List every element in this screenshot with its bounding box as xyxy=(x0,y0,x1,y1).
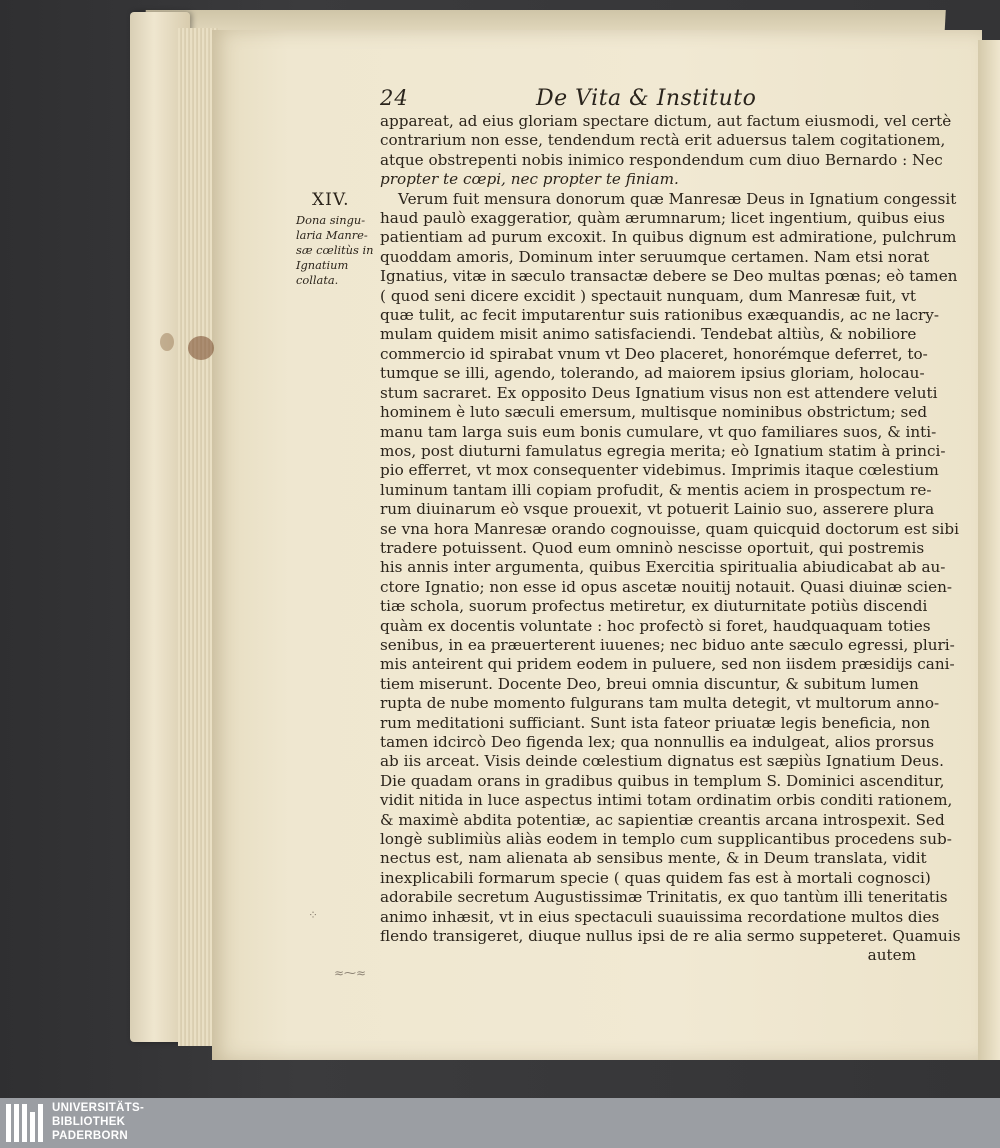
margin-note-line: laria Manre- xyxy=(296,228,368,242)
text-line: tiæ schola, suorum profectus metiretur, ex diuturnitate potiùs discendi xyxy=(380,597,928,616)
text-line: vidit nitida in luce aspectus intimi totam ordinatim orbis conditi rationem, xyxy=(380,791,953,810)
page-number: 24 xyxy=(380,86,409,110)
text-line: mulam quidem misit animo satisfaciendi. Tendebat altiùs, & nobiliore xyxy=(380,325,917,344)
text-line: his annis inter argumenta, quibus Exercitia spiritualia abiudicabat ab au- xyxy=(380,558,946,577)
margin-note-line: collata. xyxy=(296,273,339,287)
logo-text-line: PADERBORN xyxy=(52,1130,128,1142)
text-line: mis anteirent qui pridem eodem in puluere, sed non iisdem præsidijs cani- xyxy=(380,655,955,674)
text-line: stum sacraret. Ex opposito Deus Ignatium visus non est attendere veluti xyxy=(380,383,938,402)
text-line: contrarium non esse, tendendum rectà erit aduersus talem cogitationem, xyxy=(380,131,946,150)
logo-text-line: UNIVERSITÄTS- xyxy=(52,1102,145,1114)
ink-smudge: ⁘ xyxy=(308,908,319,922)
library-footer-bar xyxy=(0,1098,1000,1148)
text-line: & maximè abdita potentiæ, ac sapientiæ creantis arcana introspexit. Sed xyxy=(380,810,945,829)
text-line: inexplicabili formarum specie ( quas quidem fas est à mortali cognosci) xyxy=(380,868,931,887)
stain-spot xyxy=(188,336,214,360)
text-line: luminum tantam illi copiam profudit, & mentis aciem in prospectum re- xyxy=(380,480,932,499)
text-line: haud paulò exaggeratior, quàm ærumnarum; licet ingentium, quibus eius xyxy=(380,209,945,228)
page-header xyxy=(380,86,920,114)
text-line: senibus, in ea præuerterent iuuenes; nec biduo ante sæculo egressi, pluri- xyxy=(380,635,955,654)
ink-smudge: ≈⁓≈ xyxy=(334,966,367,980)
text-line: tradere potuissent. Quod eum omninò nescisse oportuit, qui postremis xyxy=(380,538,925,557)
text-line: appareat, ad eius gloriam spectare dictum, aut factum eiusmodi, vel certè xyxy=(380,112,952,130)
text-line: adorabile secretum Augustissimæ Trinitatis, ex quo tantùm illi teneritatis xyxy=(380,888,948,907)
body-text xyxy=(380,112,961,966)
logo-text-line: BIBLIOTHEK xyxy=(52,1116,126,1128)
margin-note xyxy=(296,213,380,288)
stain-spot xyxy=(160,333,174,351)
text-line: ctore Ignatio; non esse id opus ascetæ nouitij notauit. Quasi diuinæ scien- xyxy=(380,577,953,596)
text-line: hominem è luto sæculi emersum, multisque nominibus obstrictum; sed xyxy=(380,403,928,422)
margin-note-line: Dona singu- xyxy=(296,213,366,227)
text-line: ab iis arceat. Visis deinde cœlestium dignatus est sæpiùs Ignatium Deus. xyxy=(380,752,944,771)
margin-note-line: sæ cœlitùs in xyxy=(296,243,374,257)
text-line: quoddam amoris, Dominum inter seruumque certamen. Nam etsi norat xyxy=(380,247,930,266)
text-line: nectus est, nam alienata ab sensibus mente, & in Deum translata, vidit xyxy=(380,849,927,868)
text-line: rupta de nube momento fulgurans tam multa detegit, vt multorum anno- xyxy=(380,694,940,713)
library-logo-icon xyxy=(6,1104,46,1142)
section-numeral: XIV. xyxy=(312,190,350,210)
text-line: atque obstrepenti nobis inimico respondendum cum diuo Bernardo : Nec xyxy=(380,150,943,169)
text-line: propter te cœpi, nec propter te finiam. xyxy=(380,170,679,189)
text-line: quàm ex docentis voluntate : hoc profectò si foret, haudquaquam toties xyxy=(380,616,931,635)
text-line: commercio id spirabat vnum vt Deo placeret, honorémque deferret, to- xyxy=(380,344,928,363)
text-line: patientiam ad purum excoxit. In quibus dignum est admiratione, pulchrum xyxy=(380,228,957,247)
text-line: tiem miserunt. Docente Deo, breui omnia discuntur, & subitum lumen xyxy=(380,674,919,693)
text-line: animo inhæsit, vt in eius spectaculi suauissima recordatione multos dies xyxy=(380,907,940,926)
text-line: Verum fuit mensura donorum quæ Manresæ Deus in Ignatium congessit xyxy=(398,189,957,208)
catchword: autem xyxy=(867,946,916,965)
margin-note-line: Ignatium xyxy=(296,258,349,272)
facing-page-edge xyxy=(978,40,1000,1060)
text-line: se vna hora Manresæ orando cognouisse, quam quicquid doctorum est sibi xyxy=(380,519,959,538)
text-line: rum meditationi sufficiant. Sunt ista fateor priuatæ legis beneficia, non xyxy=(380,713,930,732)
text-line: tamen idcircò Deo figenda lex; qua nonnullis ea indulgeat, alios prorsus xyxy=(380,733,935,751)
text-line: longè sublimiùs aliàs eodem in templo cum supplicantibus procedens sub- xyxy=(380,830,952,849)
text-line: tumque se illi, agendo, tolerando, ad maiorem ipsius gloriam, holocau- xyxy=(380,364,925,383)
text-line: pio efferret, vt mox consequenter videbimus. Imprimis itaque cœlestium xyxy=(380,461,939,480)
text-line: quæ tulit, ac fecit imputarentur suis rationibus exæquandis, ac ne lacry- xyxy=(380,306,939,325)
text-line: rum diuinarum eò vsque prouexit, vt potuerit Lainio suo, asserere plura xyxy=(380,500,935,519)
text-line: mos, post diuturni famulatus egregia merita; eò Ignatium statim à princi- xyxy=(380,441,946,460)
text-line: flendo transigeret, diuque nullus ipsi de re alia sermo suppeteret. Quamuis xyxy=(380,927,961,946)
text-line: Die quadam orans in gradibus quibus in templum S. Dominici ascenditur, xyxy=(380,771,945,790)
text-line: manu tam larga suis eum bonis cumulare, vt quo familiares suos, & inti- xyxy=(380,422,937,441)
text-line: ( quod seni dicere excidit ) spectauit nunquam, dum Manresæ fuit, vt xyxy=(380,286,916,305)
running-title: De Vita & Instituto xyxy=(536,86,757,111)
text-line: Ignatius, vitæ in sæculo transactæ debere se Deo multas pœnas; eò tamen xyxy=(380,267,958,286)
library-logo-text xyxy=(52,1101,144,1143)
